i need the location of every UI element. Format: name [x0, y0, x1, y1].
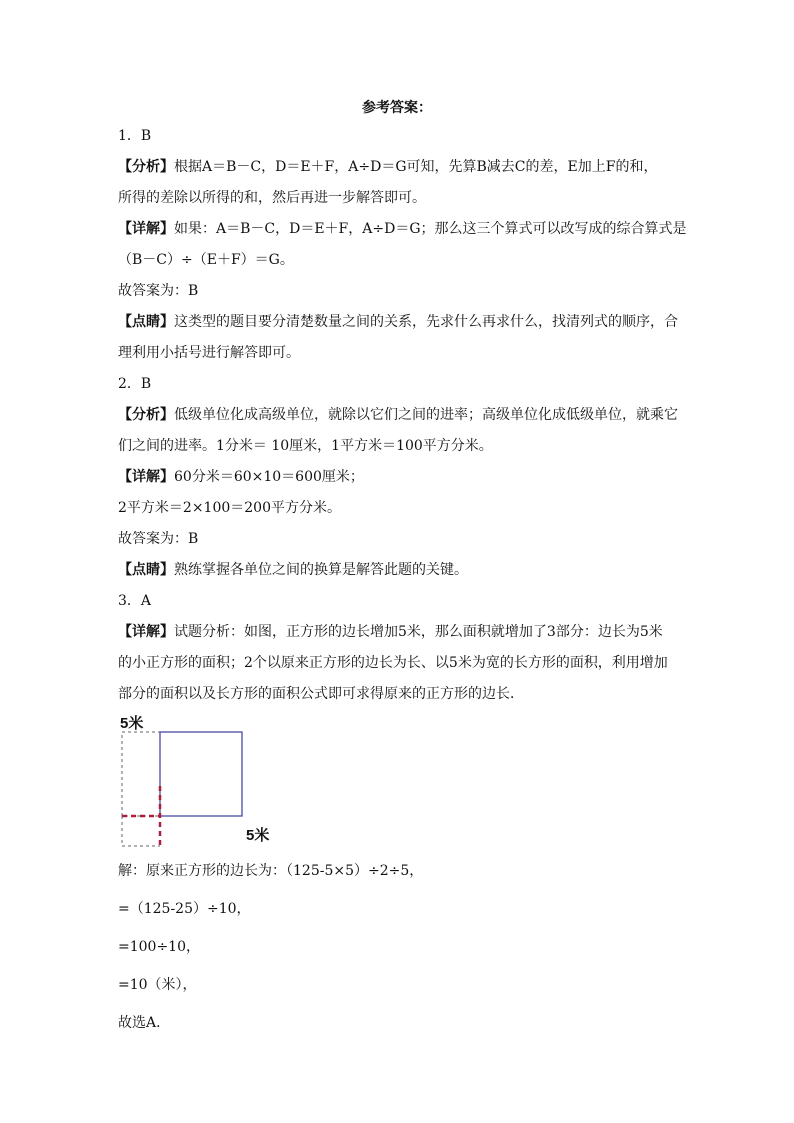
q2-analysis-text-1: 低级单位化成高级单位，就除以它们之间的进率；高级单位化成低级单位，就乘它 — [174, 407, 678, 423]
q2-detail-line-1 — [118, 462, 678, 493]
q3-detail-line-1 — [118, 617, 678, 648]
q3-detail-line-3: 部分的面积以及长方形的面积公式即可求得原来的正方形的边长． — [118, 686, 524, 702]
q1-detail-tag: 【详解】 — [118, 221, 174, 237]
q3-number: 3．A — [118, 593, 152, 609]
original-square — [160, 732, 242, 816]
figure-label-right: 5米 — [246, 827, 270, 844]
q2-answer: 故答案为：B — [118, 531, 199, 547]
q3-solution — [118, 861, 678, 1051]
solution-line-4: =10（米）， — [118, 977, 197, 993]
q2-number: 2．B — [118, 376, 152, 392]
q1-analysis-line-2: 所得的差除以所得的和，然后再进一步解答即可。 — [118, 190, 426, 206]
q2-analysis-line-1 — [118, 400, 678, 431]
q1-analysis-line-1 — [118, 152, 678, 183]
q3-detail-line-2: 的小正方形的面积；2个以原来正方形的边长为长、以5米为宽的长方形的面积，利用增加 — [118, 655, 668, 671]
q1-comment-tag: 【点睛】 — [118, 314, 174, 330]
q1-detail-text-1: 如果：A＝B－C，D＝E＋F，A÷D＝G；那么这三个算式可以改写成的综合算式是 — [174, 221, 687, 237]
answer-body — [118, 121, 687, 710]
solution-line-1: 解：原来正方形的边长为：（125-5×5）÷2÷5， — [118, 863, 424, 879]
q2-detail-tag: 【详解】 — [118, 469, 174, 485]
q1-analysis-tag: 【分析】 — [118, 159, 174, 175]
page-title: 参考答案： — [362, 100, 432, 116]
q2-comment-tag: 【点睛】 — [118, 562, 174, 578]
q1-number: 1．B — [118, 128, 152, 144]
q1-detail-line-1 — [118, 214, 687, 245]
q3-detail-text-1: 试题分析：如图，正方形的边长增加5米，那么面积就增加了3部分：边长为5米 — [174, 624, 663, 640]
solution-line-5: 故选A． — [118, 1015, 171, 1031]
enlarged-square-outline — [122, 732, 242, 816]
q1-comment-line-2: 理利用小括号进行解答即可。 — [118, 345, 300, 361]
q1-detail-line-2: （B－C）÷（E＋F）＝G。 — [118, 252, 294, 268]
figure-label-top: 5米 — [120, 715, 144, 732]
q2-comment-text-1: 熟练掌握各单位之间的换算是解答此题的关键。 — [174, 562, 468, 578]
q2-comment-line-1 — [118, 555, 678, 586]
q2-analysis-tag: 【分析】 — [118, 407, 174, 423]
q2-detail-text-1: 60分米＝60×10＝600厘米； — [174, 469, 364, 485]
q1-comment-line-1 — [118, 307, 678, 338]
square-figure — [118, 712, 278, 847]
solution-line-3: =100÷10， — [118, 939, 200, 955]
q3-detail-tag: 【详解】 — [118, 624, 174, 640]
solution-line-2: =（125-25）÷10， — [118, 901, 251, 917]
q2-detail-line-2: 2平方米＝2×100＝200平方分米。 — [118, 500, 341, 516]
q1-analysis-text-1: 根据A＝B－C，D＝E＋F，A÷D＝G可知，先算B减去C的差，E加上F的和， — [174, 159, 658, 175]
q2-analysis-line-2: 们之间的进率。1分米＝ 10厘米，1平方米＝100平方分米。 — [118, 438, 493, 454]
q1-answer: 故答案为：B — [118, 283, 199, 299]
q1-comment-text-1: 这类型的题目要分清楚数量之间的关系，先求什么再求什么，找清列式的顺序，合 — [174, 314, 678, 330]
